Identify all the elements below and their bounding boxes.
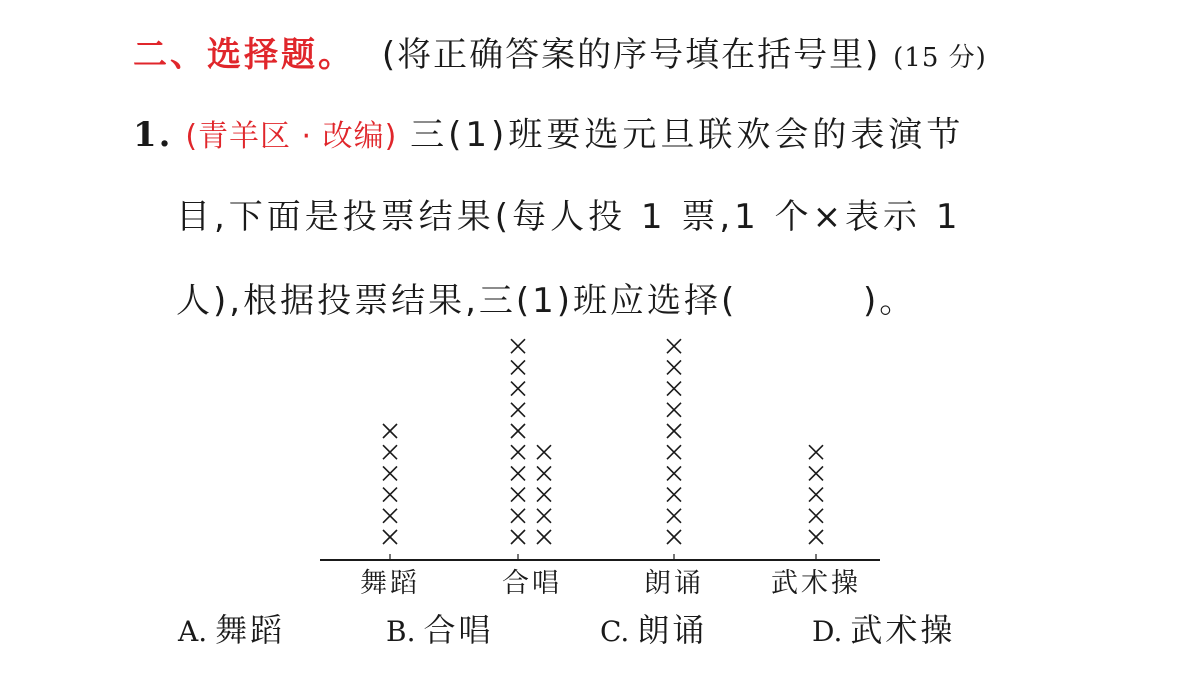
vote-mark bbox=[383, 530, 397, 544]
option-text: 合唱 bbox=[423, 611, 494, 649]
vote-mark bbox=[809, 488, 823, 502]
category-label: 武术操 bbox=[771, 568, 861, 599]
vote-mark bbox=[667, 509, 681, 523]
vote-mark bbox=[511, 403, 525, 417]
section-header bbox=[133, 35, 987, 75]
vote-mark bbox=[667, 488, 681, 502]
option-d[interactable] bbox=[812, 611, 956, 649]
question-number: 1. bbox=[133, 115, 173, 155]
category-label: 合唱 bbox=[502, 568, 562, 599]
vote-mark bbox=[383, 445, 397, 459]
vote-mark bbox=[383, 424, 397, 438]
vote-mark bbox=[383, 466, 397, 480]
vote-mark bbox=[537, 530, 551, 544]
option-c[interactable] bbox=[600, 611, 708, 649]
section-title: 二、选择题。 bbox=[133, 35, 355, 75]
vote-mark bbox=[809, 509, 823, 523]
vote-mark bbox=[809, 530, 823, 544]
vote-mark bbox=[383, 488, 397, 502]
vote-mark bbox=[537, 445, 551, 459]
option-a[interactable] bbox=[178, 611, 286, 649]
option-text: 舞蹈 bbox=[215, 611, 286, 649]
section-score: (15 分) bbox=[893, 43, 987, 73]
vote-mark bbox=[511, 360, 525, 374]
vote-mark bbox=[511, 424, 525, 438]
question-line-2 bbox=[176, 197, 962, 237]
vote-mark bbox=[809, 466, 823, 480]
vote-mark bbox=[511, 339, 525, 353]
vote-mark bbox=[511, 530, 525, 544]
category-label: 朗诵 bbox=[644, 568, 704, 599]
question-line-1 bbox=[133, 115, 965, 155]
vote-mark bbox=[537, 466, 551, 480]
vote-mark bbox=[667, 466, 681, 480]
option-letter: C. bbox=[600, 615, 630, 648]
question-text-3a: 人),根据投票结果,三(1)班应选择( bbox=[176, 281, 738, 321]
vote-mark bbox=[667, 424, 681, 438]
vote-mark bbox=[667, 403, 681, 417]
vote-mark bbox=[511, 382, 525, 396]
vote-mark bbox=[511, 488, 525, 502]
option-text: 武术操 bbox=[850, 611, 956, 649]
question-line-3 bbox=[176, 281, 917, 321]
category-label: 舞蹈 bbox=[360, 568, 420, 599]
question-text-3b: )。 bbox=[862, 281, 917, 321]
question-source: (青羊区 · 改编) bbox=[185, 119, 398, 154]
option-b[interactable] bbox=[386, 611, 494, 649]
vote-mark bbox=[667, 382, 681, 396]
vote-mark bbox=[667, 339, 681, 353]
vote-mark bbox=[537, 488, 551, 502]
vote-tally-chart bbox=[300, 330, 900, 610]
question-text-1: 三(1)班要选元旦联欢会的表演节 bbox=[410, 115, 965, 155]
vote-mark bbox=[511, 509, 525, 523]
vote-mark bbox=[511, 445, 525, 459]
vote-mark bbox=[667, 530, 681, 544]
option-letter: B. bbox=[386, 615, 416, 648]
vote-mark bbox=[667, 445, 681, 459]
option-text: 朗诵 bbox=[637, 611, 708, 649]
vote-mark bbox=[809, 445, 823, 459]
vote-mark bbox=[383, 509, 397, 523]
vote-mark bbox=[667, 360, 681, 374]
option-letter: D. bbox=[812, 615, 843, 648]
vote-mark bbox=[537, 509, 551, 523]
option-letter: A. bbox=[178, 615, 208, 648]
question-text-2: 目,下面是投票结果(每人投 1 票,1 个×表示 1 bbox=[176, 197, 962, 237]
vote-mark bbox=[511, 466, 525, 480]
section-instruction: (将正确答案的序号填在括号里) bbox=[381, 35, 881, 75]
